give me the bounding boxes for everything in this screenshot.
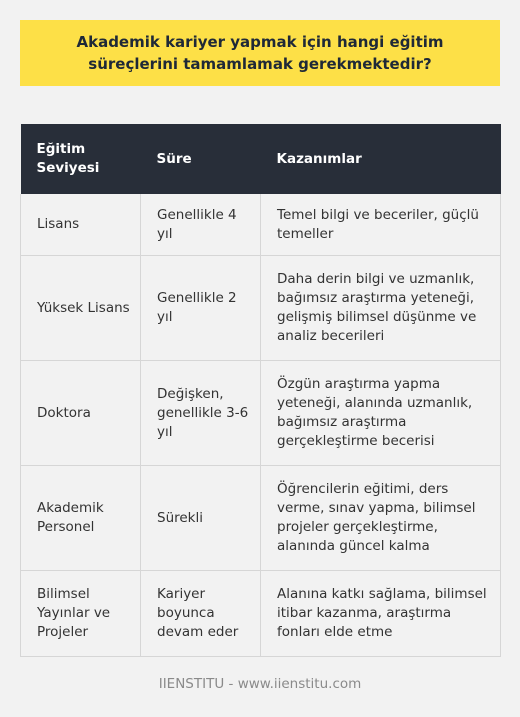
cell-level: Akademik Personel — [21, 466, 141, 571]
cell-gains: Öğrencilerin eğitimi, ders verme, sınav yapma, bilimsel projeler gerçekleştirme, alanında güncel kalma — [261, 466, 501, 571]
table-row — [21, 466, 501, 571]
education-table — [20, 124, 501, 657]
footer-credit: IIENSTITU - www.iienstitu.com — [158, 676, 362, 692]
page-title: Akademik kariyer yapmak için hangi eğitim süreçlerini tamamlamak gerekmektedir? — [76, 33, 444, 73]
education-table-container — [20, 124, 500, 657]
cell-duration: Genellikle 4 yıl — [141, 194, 261, 256]
title-banner — [20, 20, 500, 86]
cell-gains: Temel bilgi ve beceriler, güçlü temeller — [261, 194, 501, 256]
cell-gains: Özgün araştırma yapma yeteneği, alanında uzmanlık, bağımsız araştırma gerçekleştirme becerisi — [261, 361, 501, 466]
header-gains: Kazanımlar — [261, 124, 501, 194]
cell-level: Lisans — [21, 194, 141, 256]
cell-duration: Genellikle 2 yıl — [141, 256, 261, 361]
cell-gains: Alanına katkı sağlama, bilimsel itibar kazanma, araştırma fonları elde etme — [261, 571, 501, 657]
table-header-row — [21, 124, 501, 194]
header-duration: Süre — [141, 124, 261, 194]
cell-level: Bilimsel Yayınlar ve Projeler — [21, 571, 141, 657]
table-row — [21, 194, 501, 256]
table-row — [21, 571, 501, 657]
table-row — [21, 361, 501, 466]
cell-duration: Sürekli — [141, 466, 261, 571]
cell-level: Doktora — [21, 361, 141, 466]
cell-duration: Kariyer boyunca devam eder — [141, 571, 261, 657]
header-education-level: Eğitim Seviyesi — [21, 124, 141, 194]
cell-duration: Değişken, genellikle 3-6 yıl — [141, 361, 261, 466]
table-row — [21, 256, 501, 361]
cell-level: Yüksek Lisans — [21, 256, 141, 361]
cell-gains: Daha derin bilgi ve uzmanlık, bağımsız araştırma yeteneği, gelişmiş bilimsel düşünme ve analiz becerileri — [261, 256, 501, 361]
